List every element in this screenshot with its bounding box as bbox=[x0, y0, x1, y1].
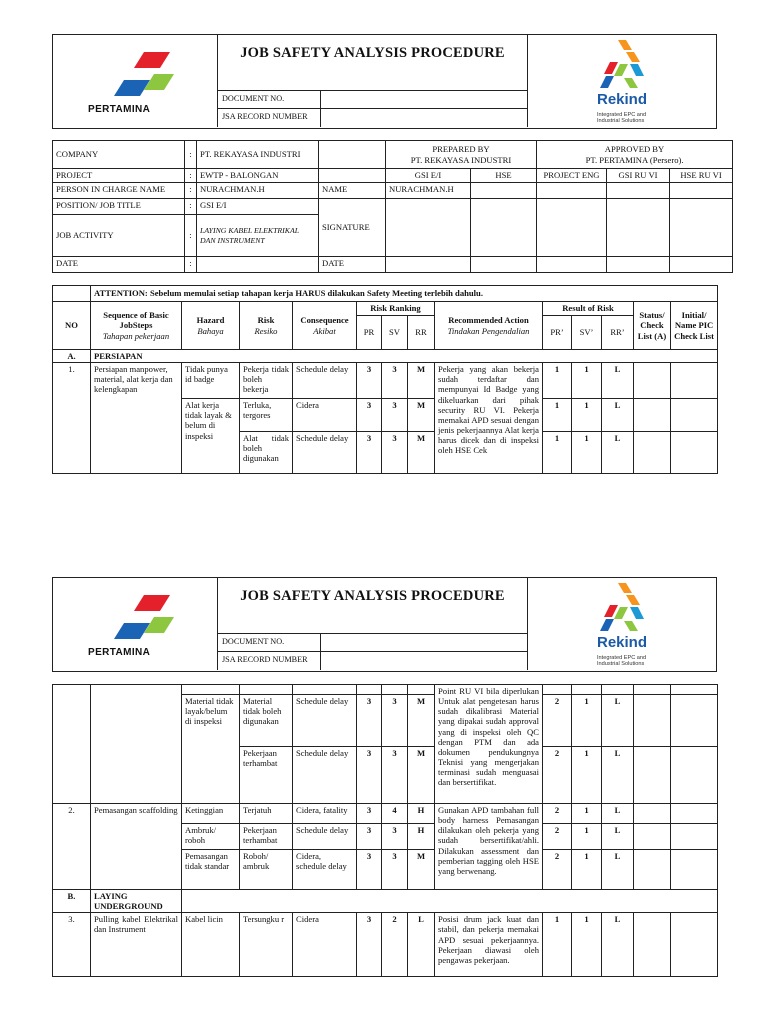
rekind-logo-text: Rekind bbox=[597, 91, 648, 108]
name-label: NAME bbox=[319, 183, 386, 199]
role-gsi-ei: GSI E/I bbox=[386, 169, 471, 183]
table-row: 3. Pulling kabel Elektrikal dan Instrument Kabel licin Tersungku r Cidera 3 2 L Posisi drum jack kuat dan stabil, dan pekerja memakai APD sesuai pekerjaannya. Pekerjaan diawasi oleh pengawas pekerjaan. 1 1 L bbox=[53, 913, 718, 977]
name-value: NURACHMAN.H bbox=[386, 183, 471, 199]
role-gsi-ru-vi: GSI RU VI bbox=[607, 169, 670, 183]
approved-by: APPROVED BY PT. PERTAMINA (Persero). bbox=[537, 141, 733, 169]
page1-title: JOB SAFETY ANALYSIS PROCEDURE bbox=[240, 45, 505, 61]
col-consequence: Consequence Akibat bbox=[293, 302, 357, 350]
section-b-no: B. bbox=[53, 890, 91, 913]
action-continued: Point RU VI bila diperlukan Untuk alat pengetesan harus sudah dikalibrasi Material yang dipakai sudah approval yang di inspeksi oleh QC dengan PTM dan ada dokumen pendukungnya Teknisi yang mengerjakan terminasi sudah menguasai dan bersertifikat. bbox=[435, 685, 543, 804]
col-risk: Risk Resiko bbox=[240, 302, 293, 350]
role-hse: HSE bbox=[471, 169, 537, 183]
date-value bbox=[197, 257, 319, 273]
project-value: EWTP - BALONGAN bbox=[197, 169, 319, 183]
section-b-title: LAYING UNDERGROUND bbox=[91, 890, 182, 913]
info-table: COMPANY : PT. REKAYASA INDUSTRI PREPARED BY PT. REKAYASA INDUSTRI APPROVED BY PT. PERTAMINA (Persero). PROJECT : EWTP - BALONGAN GSI E/I HSE PROJECT ENG GSI RU VI HSE RU VI PERSON IN CHARGE NAME : NURACHMAN.H NAME NURACHMAN.H POSITION/ JOB TITLE : GSI E/I SIGNATURE JOB ACTIVITY : LAYING KABEL ELEKTRIKAL DAN INSTRUMENT DATE : DATE bbox=[52, 140, 733, 273]
section-a-title: PERSIAPAN bbox=[91, 350, 718, 363]
document-no-label-2: DOCUMENT NO. bbox=[222, 637, 285, 646]
role-project-eng: PROJECT ENG bbox=[537, 169, 607, 183]
rekind-logo-icon bbox=[528, 34, 716, 94]
project-label: PROJECT bbox=[53, 169, 185, 183]
rekind-logo-text-2: Rekind bbox=[597, 634, 648, 651]
col-risk-ranking: Risk Ranking bbox=[357, 302, 435, 316]
table-row: Material tidak layak/belum di inspeksi Material tidak boleh digunakan Schedule delay 3 3 M 2 1 L bbox=[53, 695, 718, 747]
col-sequence: Sequence of Basic JobSteps Tahapan pekerjaan bbox=[91, 302, 182, 350]
col-status: Status/ Check List (A) bbox=[634, 302, 671, 350]
jsa-table-page2 bbox=[52, 684, 718, 977]
prepared-by: PREPARED BY PT. REKAYASA INDUSTRI bbox=[386, 141, 537, 169]
col-hazard: Hazard Bahaya bbox=[182, 302, 240, 350]
jsa-table-page1: ATTENTION: Sebelum memulai setiap tahapan kerja HARUS dilakukan Safety Meeting terlebih dahulu. NO Sequence of Basic JobSteps Tahapan pekerjaan Hazard Bahaya Risk Resiko Consequence Akibat Risk Ranking Recommended Action Tindakan Pengendalian Result of Risk Status/ Check List (A) Initial/ Name PIC Check List PR SV RR PR’ SV’ RR’ A. PERSIAPAN 1. Persiapan manpower, material, alat kerja dan kelengkapan Tidak punya id badge Pekerja tidak boleh bekerja Schedule delay 3 3 M Pekerja yang akan bekerja sudah terdaftar dan mempunyai Id Badge yang dikeluarkan dari pihak security RU VI. Pekerja memakai APD sesuai dengan jenis pekerjaannya Alat kerja harus dicek dan di inspeksi oleh HSE Cek 1 1 L Alat kerja tidak layak & belum di inspeksi Terluka, tergores Cidera 3 3 M 1 1 L Alat tidak boleh digunakan Schedule delay 3 3 M 1 1 L bbox=[52, 285, 718, 474]
document-no-label: DOCUMENT NO. bbox=[222, 94, 285, 103]
table-row: 2. Pemasangan scaffolding Ketinggian Terjatuh Cidera, fatality 3 4 H Gunakan APD tambahan full body harness Pemasangan dilakukan oleh pekerja yang sudah bersertifikat/ahli. Dilakukan assessment dan pemberian tagging oleh HSE yang berwenang. 2 1 L bbox=[53, 804, 718, 824]
col-action: Recommended Action Tindakan Pengendalian bbox=[435, 302, 543, 350]
company-label: COMPANY bbox=[53, 141, 185, 169]
pertamina-logo-text-2: PERTAMINA bbox=[88, 647, 151, 658]
pertamina-logo-text: PERTAMINA bbox=[88, 104, 151, 115]
date-label: DATE bbox=[53, 257, 185, 273]
attention-banner: ATTENTION: Sebelum memulai setiap tahapan kerja HARUS dilakukan Safety Meeting terlebih dahulu. bbox=[91, 286, 718, 302]
col-pic: Initial/ Name PIC Check List bbox=[671, 302, 718, 350]
table-row: 1. Persiapan manpower, material, alat kerja dan kelengkapan Tidak punya id badge Pekerja tidak boleh bekerja Schedule delay 3 3 M Pekerja yang akan bekerja sudah terdaftar dan mempunyai Id Badge yang dikeluarkan dari pihak security RU VI. Pekerja memakai APD sesuai dengan jenis pekerjaannya Alat kerja harus dicek dan di inspeksi oleh HSE Cek 1 1 L bbox=[53, 363, 718, 399]
table-row: Pemasangan tidak standar Roboh/ ambruk Cidera, schedule delay 3 3 M 2 1 L bbox=[53, 850, 718, 890]
page2-title: JOB SAFETY ANALYSIS PROCEDURE bbox=[240, 588, 505, 604]
section-a-no: A. bbox=[53, 350, 91, 363]
job-activity-label: JOB ACTIVITY bbox=[53, 215, 185, 257]
col-result: Result of Risk bbox=[543, 302, 634, 316]
pic-value: NURACHMAN.H bbox=[197, 183, 319, 199]
position-value: GSI E/I bbox=[197, 199, 319, 215]
col-no: NO bbox=[53, 302, 91, 350]
jsa-record-label-2: JSA RECORD NUMBER bbox=[222, 655, 308, 664]
rekind-logo-sub2: Industrial Solutions bbox=[597, 118, 645, 124]
table-row: Alat tidak boleh digunakan Schedule delay 3 3 M 1 1 L bbox=[53, 432, 718, 474]
company-value: PT. REKAYASA INDUSTRI bbox=[197, 141, 319, 169]
position-label: POSITION/ JOB TITLE bbox=[53, 199, 185, 215]
job-activity-value: LAYING KABEL ELEKTRIKAL DAN INSTRUMENT bbox=[197, 215, 319, 257]
rekind-logo-sub2-2: Industrial Solutions bbox=[597, 661, 645, 667]
table-row: Ambruk/ roboh Pekerjaan terhambat Schedule delay 3 3 H 2 1 L bbox=[53, 824, 718, 850]
date2-label: DATE bbox=[319, 257, 386, 273]
role-hse-ru-vi: HSE RU VI bbox=[670, 169, 733, 183]
pic-label: PERSON IN CHARGE NAME bbox=[53, 183, 185, 199]
jsa-record-label: JSA RECORD NUMBER bbox=[222, 112, 308, 121]
rekind-logo-icon bbox=[528, 577, 716, 637]
rekind-logo-sub1: Integrated EPC and bbox=[597, 112, 647, 118]
signature-label: SIGNATURE bbox=[319, 199, 386, 257]
rekind-logo-sub1-2: Integrated EPC and bbox=[597, 655, 647, 661]
table-row: Alat kerja tidak layak & belum di inspeksi Terluka, tergores Cidera 3 3 M 1 1 L bbox=[53, 399, 718, 432]
table-row: Pekerjaan terhambat Schedule delay 3 3 M 2 1 L bbox=[53, 747, 718, 804]
